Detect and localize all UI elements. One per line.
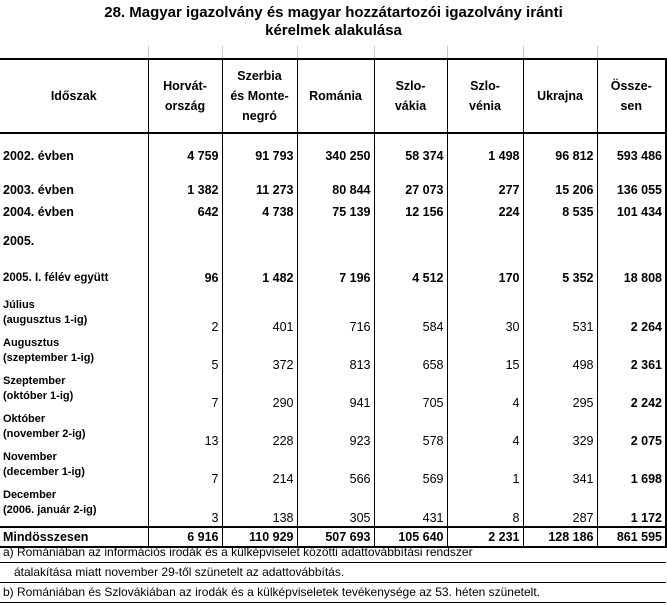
cell: 531: [523, 297, 597, 335]
cell: 401: [222, 297, 297, 335]
footnote-a-line-2: átalakítása miatt november 29-től szünetelt az adattovábbítás.: [0, 563, 666, 583]
cell: 138: [222, 487, 297, 527]
table-row: [0, 259, 666, 297]
cell: 11 273: [222, 179, 297, 201]
row-label: Augusztus (szeptember 1-ig): [3, 337, 95, 364]
header-ukrajna: Ukrajna: [523, 59, 597, 133]
table-row: [0, 179, 666, 201]
cell: 105 640: [374, 527, 447, 547]
row-label: 2002. évben: [3, 149, 74, 163]
cell: 1 382: [148, 179, 222, 201]
cell: 658: [374, 335, 447, 373]
cell: 7 196: [297, 259, 374, 297]
gridline-tick: [374, 46, 375, 58]
table-row: [0, 335, 666, 373]
table-title: [0, 0, 667, 46]
cell: 7: [148, 449, 222, 487]
spacer-row: [0, 165, 666, 179]
gridline-tick: [523, 46, 524, 58]
cell: 566: [297, 449, 374, 487]
cell: 170: [447, 259, 523, 297]
cell: 5 352: [523, 259, 597, 297]
cell: 110 929: [222, 527, 297, 547]
cell: 340 250: [297, 147, 374, 165]
cell: 295: [523, 373, 597, 411]
row-label: Mindösszesen: [0, 527, 148, 547]
cell: 431: [374, 487, 447, 527]
cell: 1 498: [447, 147, 523, 165]
table-row: [0, 147, 666, 165]
cell: 228: [222, 411, 297, 449]
cell: 18 808: [597, 259, 666, 297]
header-szlovenia: Szlo- vénia: [447, 59, 523, 133]
gridline-tick: [447, 46, 448, 58]
footnote-b: b) Romániában és Szlovákiában az irodák és a külképviseletek tevékenysége az 53. héten szünetelt.: [0, 583, 666, 603]
cell: 716: [297, 297, 374, 335]
header-szerbia: Szerbia és Monte- negró: [222, 59, 297, 133]
cell: 1 698: [597, 449, 666, 487]
cell: 2 231: [447, 527, 523, 547]
cell: 705: [374, 373, 447, 411]
cell: 15: [447, 335, 523, 373]
cell: 91 793: [222, 147, 297, 165]
cell: 642: [148, 201, 222, 223]
cell: 2 264: [597, 297, 666, 335]
cell: 27 073: [374, 179, 447, 201]
cell: 329: [523, 411, 597, 449]
footnote-a-line-1: a) Romániában az információs irodák és a külképviselet közötti adattovábbítási rendszer: [0, 543, 666, 563]
table-row: [0, 201, 666, 223]
cell: 8 535: [523, 201, 597, 223]
gridline-tick: [297, 46, 298, 58]
cell: 287: [523, 487, 597, 527]
cell: 277: [447, 179, 523, 201]
cell: 15 206: [523, 179, 597, 201]
cell: 4: [447, 411, 523, 449]
cell: 13: [148, 411, 222, 449]
footnotes: [0, 543, 666, 603]
table-row: [0, 297, 666, 335]
row-label: 2005. I. félév együtt: [3, 272, 109, 284]
cell: 290: [222, 373, 297, 411]
cell: 2 361: [597, 335, 666, 373]
cell: 1 482: [222, 259, 297, 297]
cell: 75 139: [297, 201, 374, 223]
cell: 593 486: [597, 147, 666, 165]
gridline-tick: [597, 46, 598, 58]
header-row: [0, 59, 666, 133]
cell: 224: [447, 201, 523, 223]
title-line-2: kérelmek alakulása: [265, 22, 402, 39]
cell: 1: [447, 449, 523, 487]
table-row: [0, 449, 666, 487]
cell: 305: [297, 487, 374, 527]
header-horvatorszag: Horvát- ország: [148, 59, 222, 133]
cell: 5: [148, 335, 222, 373]
cell: 8: [447, 487, 523, 527]
cell: 813: [297, 335, 374, 373]
cell: 861 595: [597, 527, 666, 547]
cell: 58 374: [374, 147, 447, 165]
spacer-row: [0, 133, 666, 147]
data-table: [0, 58, 667, 548]
table-row: [0, 411, 666, 449]
row-label: 2004. évben: [3, 205, 74, 219]
cell: 2: [148, 297, 222, 335]
cell: 1 172: [597, 487, 666, 527]
table-row: [0, 487, 666, 527]
cell: 7: [148, 373, 222, 411]
cell: 4: [447, 373, 523, 411]
cell: 923: [297, 411, 374, 449]
title-line-1: 28. Magyar igazolvány és magyar hozzátartozói igazolvány iránti: [104, 4, 563, 21]
header-idoszak: Időszak: [0, 59, 148, 133]
cell: 341: [523, 449, 597, 487]
header-osszesen: Össze- sen: [597, 59, 666, 133]
table-row: [0, 373, 666, 411]
row-label: Július (augusztus 1-ig): [3, 299, 88, 326]
cell: 128 186: [523, 527, 597, 547]
cell: 941: [297, 373, 374, 411]
table-row: [0, 223, 666, 259]
cell: 30: [447, 297, 523, 335]
cell: 3: [148, 487, 222, 527]
cell: 214: [222, 449, 297, 487]
row-label: 2005.: [3, 234, 35, 248]
cell: 101 434: [597, 201, 666, 223]
header-romania: Románia: [297, 59, 374, 133]
row-label: Október (november 2-ig): [3, 413, 86, 440]
cell: 578: [374, 411, 447, 449]
cell: 4 512: [374, 259, 447, 297]
row-label: December (2006. január 2-ig): [3, 489, 97, 516]
row-label: 2003. évben: [3, 183, 74, 197]
cell: 6 916: [148, 527, 222, 547]
cell: 96 812: [523, 147, 597, 165]
cell: 136 055: [597, 179, 666, 201]
cell: 584: [374, 297, 447, 335]
cell: 507 693: [297, 527, 374, 547]
row-label: November (december 1-ig): [3, 451, 85, 478]
gridline-tick: [148, 46, 149, 58]
row-label: Szeptember (október 1-ig): [3, 375, 74, 402]
gridline-tick: [222, 46, 223, 58]
cell: 4 738: [222, 201, 297, 223]
cell: 372: [222, 335, 297, 373]
cell: 96: [148, 259, 222, 297]
cell: 4 759: [148, 147, 222, 165]
cell: 569: [374, 449, 447, 487]
cell: 2 242: [597, 373, 666, 411]
cell: 498: [523, 335, 597, 373]
cell: 12 156: [374, 201, 447, 223]
cell: 2 075: [597, 411, 666, 449]
cell: 80 844: [297, 179, 374, 201]
header-szlovakia: Szlo- vákia: [374, 59, 447, 133]
